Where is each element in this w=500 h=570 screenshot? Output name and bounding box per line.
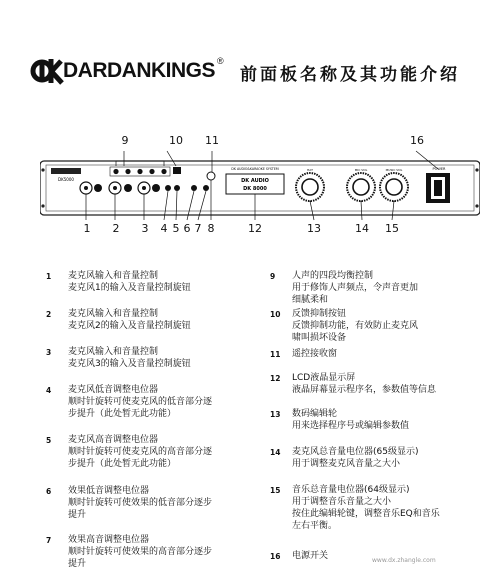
- svg-text:MUSIC VOL: MUSIC VOL: [385, 168, 403, 172]
- callout-16: 16: [410, 134, 424, 147]
- svg-text:DK AUDIO: DK AUDIO: [241, 178, 269, 184]
- callout-10: 10: [169, 134, 183, 147]
- page-title: 前面板名称及其功能介绍: [240, 65, 460, 85]
- callout-2: 2: [112, 222, 120, 235]
- list-item: 7 效果高音调整电位器 顺时针旋转可使效果的高音部分逐步 提升: [46, 535, 213, 569]
- callout-14: 14: [355, 222, 369, 235]
- list-item: 13 数码编辑轮 用来选择程序号或编辑参数值: [270, 409, 410, 431]
- list-item: 14 麦克风总音量电位器(65级显示) 用于调整麦克风音量之大小: [270, 447, 419, 469]
- svg-text:HAT: HAT: [307, 168, 313, 172]
- callout-11: 11: [205, 134, 219, 147]
- brand-name: DARDANKINGS: [63, 59, 215, 82]
- callout-8: 8: [207, 222, 215, 235]
- list-item: 9 人声的四段均衡控制 用于修饰人声频点，令声音更加 细腻柔和: [270, 271, 419, 305]
- callout-5: 5: [172, 222, 180, 235]
- system-label: DK AUDIO&KARAOKE SYSTEM: [231, 167, 279, 171]
- callout-3: 3: [141, 222, 149, 235]
- callout-15: 15: [385, 222, 399, 235]
- list-item: 15 音乐总音量电位器(64级显示) 用于调整音乐音量之大小 按住此编辑轮键，调整音乐EQ和音乐 左右平衡。: [270, 485, 440, 531]
- list-item: 2 麦克风输入和音量控制 麦克风2的输入及音量控制旋钮: [46, 309, 191, 331]
- header: [0, 0, 500, 100]
- list-item: 16 电源开关: [270, 551, 329, 561]
- list-item: 1 麦克风输入和音量控制 麦克风1的输入及音量控制旋钮: [46, 271, 191, 293]
- callout-1: 1: [83, 222, 91, 235]
- list-item: 6 效果低音调整电位器 顺时针旋转可使效果的低音部分逐步 提升: [46, 486, 213, 520]
- list-item: 5 麦克风高音调整电位器 顺时针旋转可使麦克风的高音部分逐 步提升（此处暂无此功能）: [46, 435, 213, 469]
- list-item: 10 反馈抑制按钮 反馈抑制功能，有效防止麦克风 啸叫损坏设备: [270, 309, 419, 343]
- callout-9: 9: [121, 134, 129, 147]
- list-item: 12 LCD液晶显示屏 液晶屏幕显示程序名，参数值等信息: [270, 373, 437, 395]
- list-item: 4 麦克风低音调整电位器 顺时针旋转可使麦克风的低音部分逐 步提升（此处暂无此功能）: [46, 385, 213, 419]
- callout-6: 6: [183, 222, 191, 235]
- callout-13: 13: [307, 222, 321, 235]
- svg-text:POWER: POWER: [432, 167, 446, 171]
- svg-text:DK 8000: DK 8000: [243, 186, 267, 192]
- watermark: www.dx.zhangle.com: [372, 557, 436, 564]
- callout-4: 4: [160, 222, 168, 235]
- device-model-label: DK5000: [58, 177, 74, 182]
- front-panel-illustration: [40, 130, 480, 250]
- callout-7: 7: [194, 222, 202, 235]
- callout-12: 12: [248, 222, 262, 235]
- list-item: 11 遥控接收窗: [270, 349, 338, 359]
- registered-mark: ®: [217, 56, 224, 66]
- svg-text:MIC VOL: MIC VOL: [354, 168, 368, 172]
- list-item: 3 麦克风输入和音量控制 麦克风3的输入及音量控制旋钮: [46, 347, 191, 369]
